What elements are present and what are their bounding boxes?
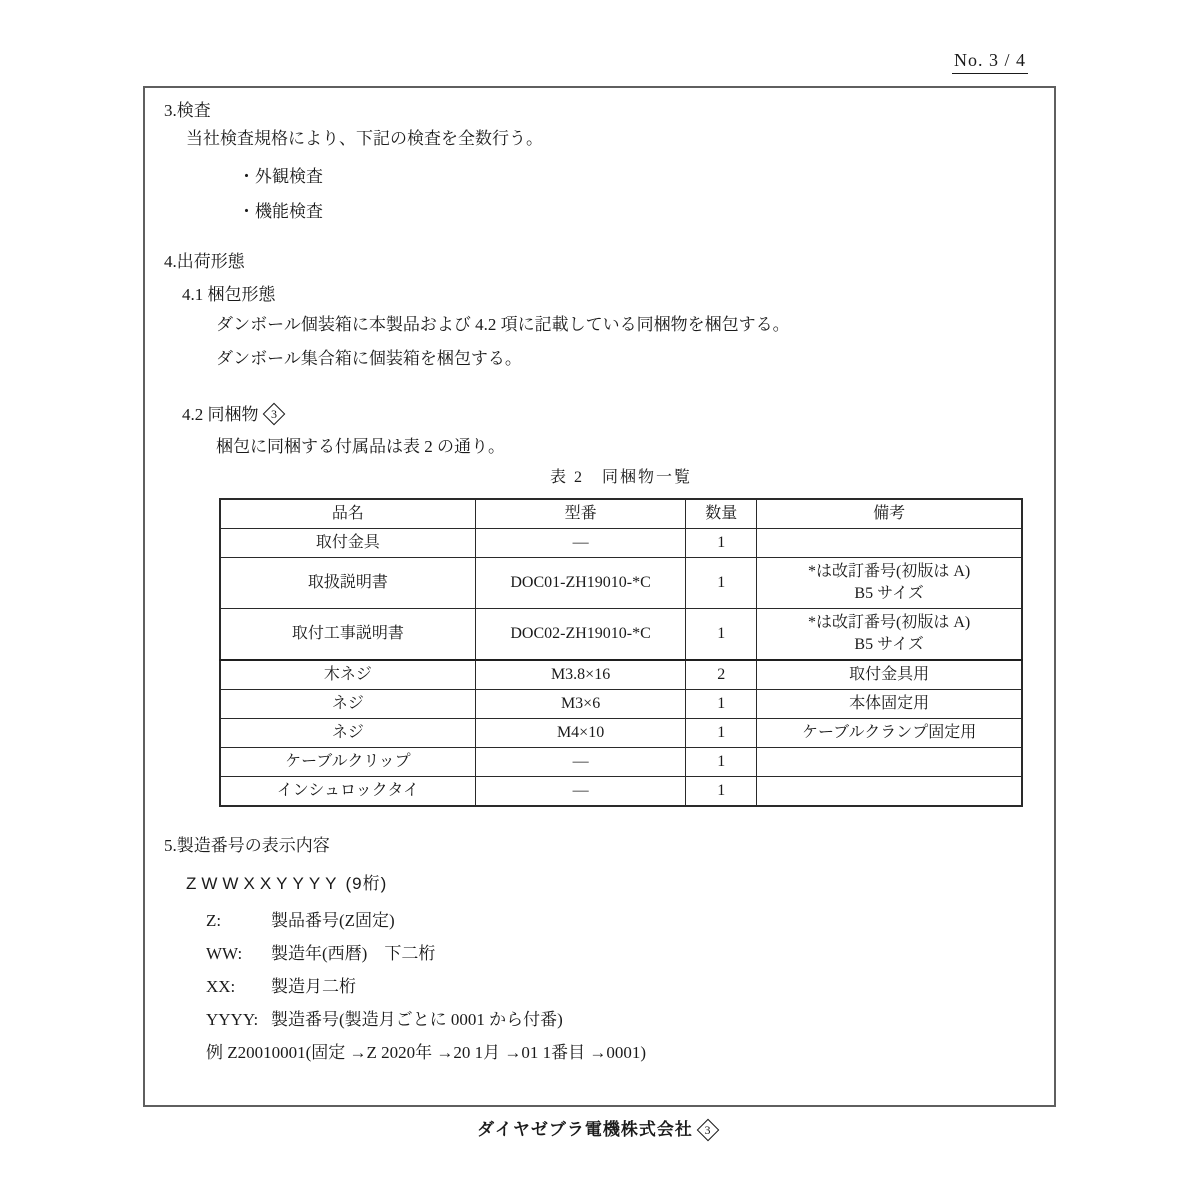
remark-line: B5 サイズ [854,636,924,653]
serial-format-digits: (9桁) [345,874,388,893]
cell-remarks: 本体固定用 [757,690,1022,719]
serial-def-row [206,904,1040,937]
section-3-heading: 3.検査 [164,101,211,120]
remark-line: B5 サイズ [854,585,924,602]
cell-model: M3×6 [475,690,686,719]
cell-name: 取付金具 [220,529,475,558]
table-row [220,558,1022,609]
revision-diamond-icon [697,1119,720,1142]
cell-model: M4×10 [475,719,686,748]
table-row [220,609,1022,661]
serial-def-key: WW: [206,944,243,963]
cell-remarks [757,748,1022,777]
cell-name: ネジ [220,690,475,719]
packing-paragraph-2: ダンボール集合箱に個装箱を梱包する。 [216,349,522,368]
cell-name: インシュロックタイ [220,777,475,807]
remark-line: *は改訂番号(初版は A) [807,563,971,580]
table-row [220,748,1022,777]
bundled-items-table [219,498,1023,807]
table-header-row [220,499,1022,529]
cell-model: ― [475,748,686,777]
company-name: ダイヤゼブラ電機株式会社 [477,1120,693,1139]
table-row [220,690,1022,719]
serial-format-line [159,869,1040,894]
cell-model: DOC02-ZH19010-*C [475,609,686,661]
cell-remarks: 取付金具用 [757,660,1022,690]
serial-def-key: YYYY: [206,1010,259,1029]
page-number: No. 3 / 4 [952,50,1028,74]
revision-number: 3 [704,1122,712,1137]
serial-def-value: 製品番号(Z固定) [271,911,395,930]
cell-name: ケーブルクリップ [220,748,475,777]
serial-def-key: Z: [206,911,222,930]
cell-qty: 1 [686,609,757,661]
cell-name: ネジ [220,719,475,748]
inspection-item-visual: ・外観検査 [238,167,323,186]
column-header-remarks: 備考 [757,499,1022,529]
table-row [220,660,1022,690]
section-3-body: 当社検査規格により、下記の検査を全数行う。 [186,129,543,148]
serial-def-value: 製造年(西暦) 下二桁 [271,944,436,963]
cell-model: DOC01-ZH19010-*C [475,558,686,609]
serial-def-value: 製造番号(製造月ごとに 0001 から付番) [271,1010,563,1029]
cell-model: ― [475,777,686,807]
serial-def-row [206,1003,1040,1036]
inspection-item-function: ・機能検査 [238,202,323,221]
cell-qty: 1 [686,748,757,777]
cell-qty: 1 [686,529,757,558]
cell-qty: 1 [686,719,757,748]
column-header-model: 型番 [475,499,686,529]
serial-def-value: 製造月二桁 [271,977,356,996]
cell-name: 取扱説明書 [220,558,475,609]
table-row [220,719,1022,748]
column-header-name: 品名 [220,499,475,529]
remark-line: *は改訂番号(初版は A) [807,614,971,631]
cell-qty: 1 [686,690,757,719]
serial-format-code: ZWWXXYYYY [186,874,342,893]
cell-name: 木ネジ [220,660,475,690]
packing-paragraph-1: ダンボール個装箱に本製品および 4.2 項に記載している同梱物を梱包する。 [216,315,790,334]
cell-remarks [757,609,1022,661]
content-border-box [143,86,1056,1107]
serial-example: 例 Z20010001(固定 →Z 2020年 →20 1月 →01 1番目 →0001) [206,1043,647,1062]
table-row [220,529,1022,558]
cell-model: ― [475,529,686,558]
revision-diamond-icon [262,403,285,426]
cell-model: M3.8×16 [475,660,686,690]
cell-qty: 2 [686,660,757,690]
bundled-items-paragraph: 梱包に同梱する付属品は表 2 の通り。 [216,437,505,456]
cell-remarks: ケーブルクランプ固定用 [757,719,1022,748]
table-row [220,777,1022,807]
serial-def-key: XX: [206,977,236,996]
footer [0,1115,1200,1140]
cell-qty: 1 [686,777,757,807]
cell-name: 取付工事説明書 [220,609,475,661]
section-4-2-heading [159,404,1040,426]
cell-remarks [757,558,1022,609]
section-4-1-heading: 4.1 梱包形態 [182,285,276,304]
section-4-2-heading-text: 4.2 同梱物 [182,405,259,424]
column-header-qty: 数量 [686,499,757,529]
revision-number: 3 [270,407,277,421]
serial-def-row [206,937,1040,970]
cell-remarks [757,777,1022,807]
cell-qty: 1 [686,558,757,609]
serial-definitions [159,904,1040,1036]
table-title: 表 2 同梱物一覧 [549,469,692,486]
section-5-heading: 5.製造番号の表示内容 [164,836,330,855]
cell-remarks [757,529,1022,558]
section-4-heading: 4.出荷形態 [164,252,245,271]
serial-def-row [206,970,1040,1003]
